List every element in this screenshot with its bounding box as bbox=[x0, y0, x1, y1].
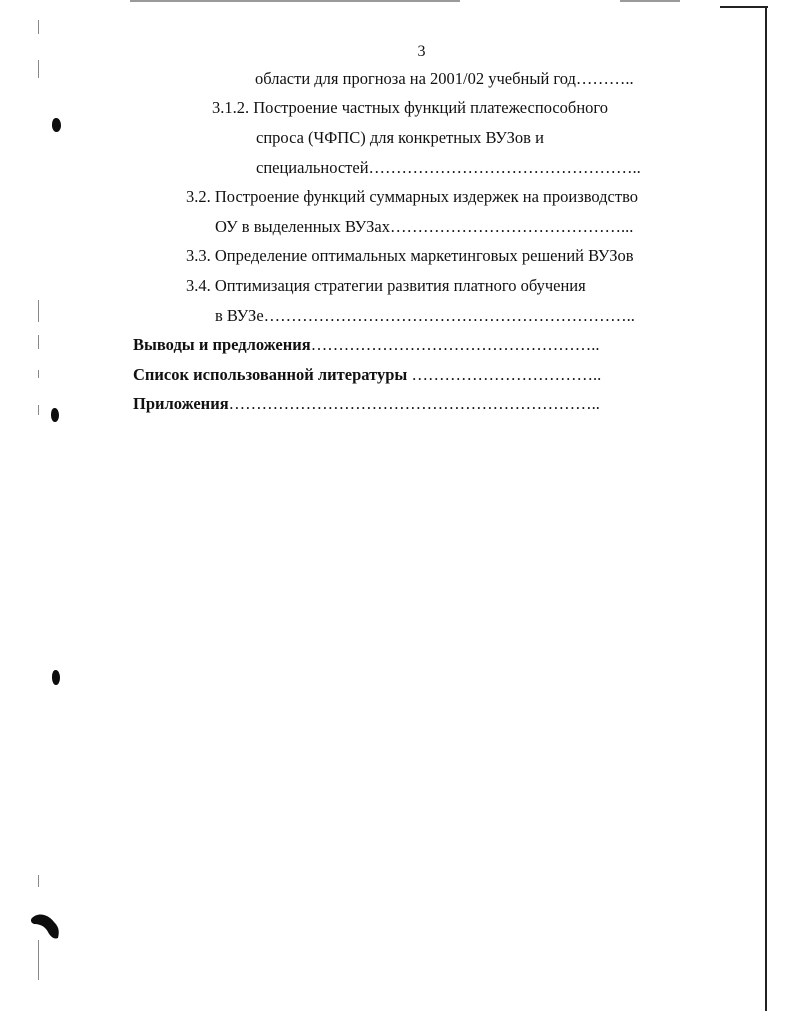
toc-entry-conclusions bbox=[133, 335, 599, 355]
toc-entry-appendices bbox=[133, 394, 600, 414]
margin-mark bbox=[38, 300, 39, 322]
toc-entry-continuation: спроса (ЧФПС) для конкретных ВУЗов и bbox=[256, 128, 544, 147]
toc-entry-3-2: 3.2. Построение функций суммарных издержек на производство bbox=[186, 187, 639, 206]
toc-heading-appendices: Приложения bbox=[133, 394, 229, 413]
toc-entry-continuation: специальностей………………………………………….. bbox=[256, 158, 641, 177]
scan-edge-line bbox=[130, 0, 460, 2]
margin-mark bbox=[38, 20, 39, 34]
toc-entry-continuation: области для прогноза на 2001/02 учебный год……….. bbox=[255, 69, 634, 88]
page-number: 3 bbox=[417, 43, 426, 60]
toc-leader: ………………………………………………………….. bbox=[228, 394, 600, 413]
margin-mark bbox=[38, 60, 39, 78]
punch-hole-mark bbox=[51, 408, 59, 422]
scan-edge-line bbox=[620, 0, 680, 2]
margin-mark bbox=[38, 335, 39, 349]
scan-edge-line bbox=[765, 6, 767, 1011]
toc-entry-3-3: 3.3. Определение оптимальных маркетинговых решений ВУЗов bbox=[186, 246, 634, 265]
toc-entry-references bbox=[133, 365, 601, 385]
punch-hole-mark bbox=[52, 118, 61, 132]
scan-edge-line bbox=[720, 6, 768, 8]
margin-mark bbox=[38, 405, 39, 415]
margin-mark bbox=[38, 875, 39, 887]
toc-entry-3-1-2: 3.1.2. Построение частных функций платежеспособного bbox=[212, 98, 609, 117]
scan-blot-mark bbox=[30, 908, 64, 942]
punch-hole-mark bbox=[52, 670, 60, 685]
margin-mark bbox=[38, 940, 39, 980]
toc-heading-references: Список использованной литературы bbox=[133, 365, 408, 384]
toc-entry-continuation: в ВУЗе………………………………………………………….. bbox=[215, 306, 635, 325]
toc-entry-continuation: ОУ в выделенных ВУЗах……………………………………... bbox=[215, 217, 634, 236]
toc-leader: …………………………….. bbox=[407, 365, 602, 384]
margin-mark bbox=[38, 370, 39, 378]
toc-heading-conclusions: Выводы и предложения bbox=[133, 335, 311, 354]
toc-leader: …………………………………………….. bbox=[310, 335, 600, 354]
toc-entry-3-4: 3.4. Оптимизация стратегии развития платного обучения bbox=[186, 276, 586, 295]
